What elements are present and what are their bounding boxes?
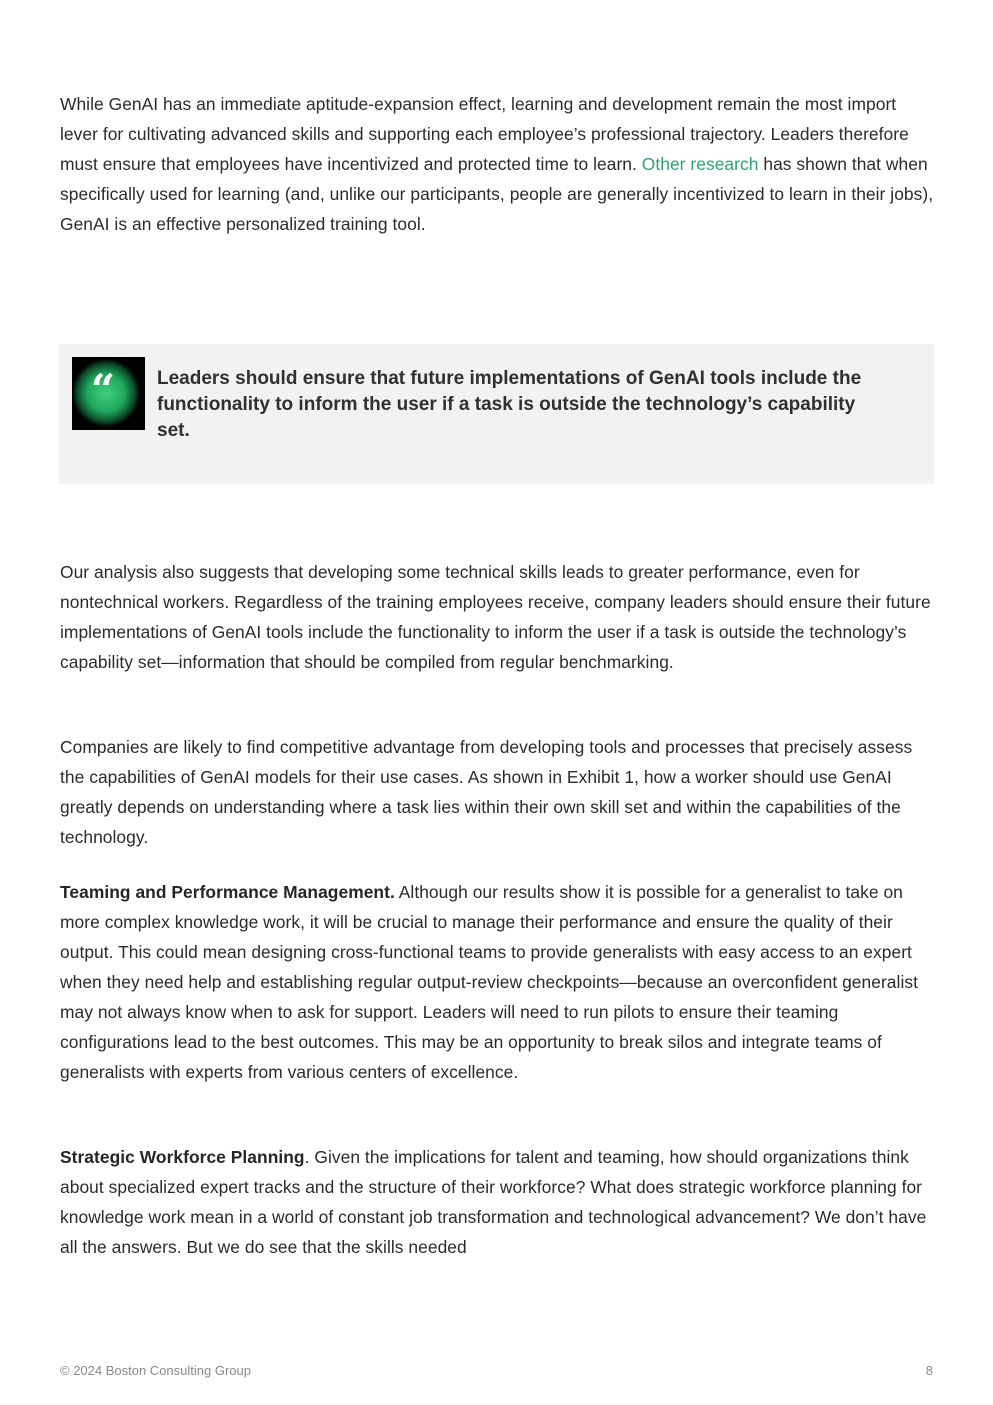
section-lead-workforce: Strategic Workforce Planning <box>60 1147 305 1167</box>
footer-copyright: © 2024 Boston Consulting Group <box>60 1363 251 1378</box>
paragraph-text: has shown that when specifically used for learning (and, unlike our participants, people are generally incentivized to learn in their jobs), GenAI is an effective personalized training tool. <box>60 154 934 234</box>
pull-quote <box>59 344 934 484</box>
pull-quote-text: Leaders should ensure that future implementations of GenAI tools include the functionality to inform the user if a task is outside the technology’s capability set. <box>157 368 862 441</box>
svg-text:“: “ <box>90 365 116 414</box>
paragraph-technical-skills: Our analysis also suggests that developing some technical skills leads to greater performance, even for nontechnical workers. Regardless of the training employees receive, company leaders should ensure their future implementations of GenAI tools include the functionality to inform the user if a task is outside the technology’s capability set—information that should be compiled from regular benchmarking. <box>60 562 931 672</box>
paragraph-workforce-planning <box>60 1142 935 1262</box>
other-research-link[interactable]: Other research <box>641 154 759 174</box>
paragraph-text: While GenAI has an immediate aptitude-expansion effect, learning and development remain the most import lever for cultivating advanced skills and supporting each employee’s professional trajectory. Leaders therefore must ensure that employees have incentivized and protected time to learn. <box>60 94 909 174</box>
paragraph-text: Although our results show it is possible for a generalist to take on more complex knowledge work, it will be crucial to manage their performance and ensure the quality of their output. This could mean designing cross-functional teams to provide generalists with easy access to an expert when they need help and establishing regular output-review checkpoints—because an overconfident generalist may not always know when to ask for support. Leaders will need to run pilots to ensure their teaming configurations lead to the best outcomes. This may be an opportunity to break silos and integrate teams of generalists with experts from various centers of excellence. <box>60 882 918 1082</box>
paragraph-learning <box>60 89 935 239</box>
quote-icon <box>72 357 145 430</box>
paragraph-competitive-advantage: Companies are likely to find competitive advantage from developing tools and processes that precisely assess the capabilities of GenAI models for their use cases. As shown in Exhibit 1, how a worker should use GenAI greatly depends on understanding where a task lies within their own skill set and within the capabilities of the technology. <box>60 737 913 847</box>
paragraph-teaming <box>60 877 935 1087</box>
section-lead-teaming: Teaming and Performance Management. <box>60 882 395 902</box>
page-number: 8 <box>925 1363 933 1378</box>
paragraph-text: . Given the implications for talent and teaming, how should organizations think about specialized expert tracks and the structure of their workforce? What does strategic workforce planning for knowledge work mean in a world of constant job transformation and technological advancement? We don’t have all the answers. But we do see that the skills needed <box>60 1147 927 1257</box>
